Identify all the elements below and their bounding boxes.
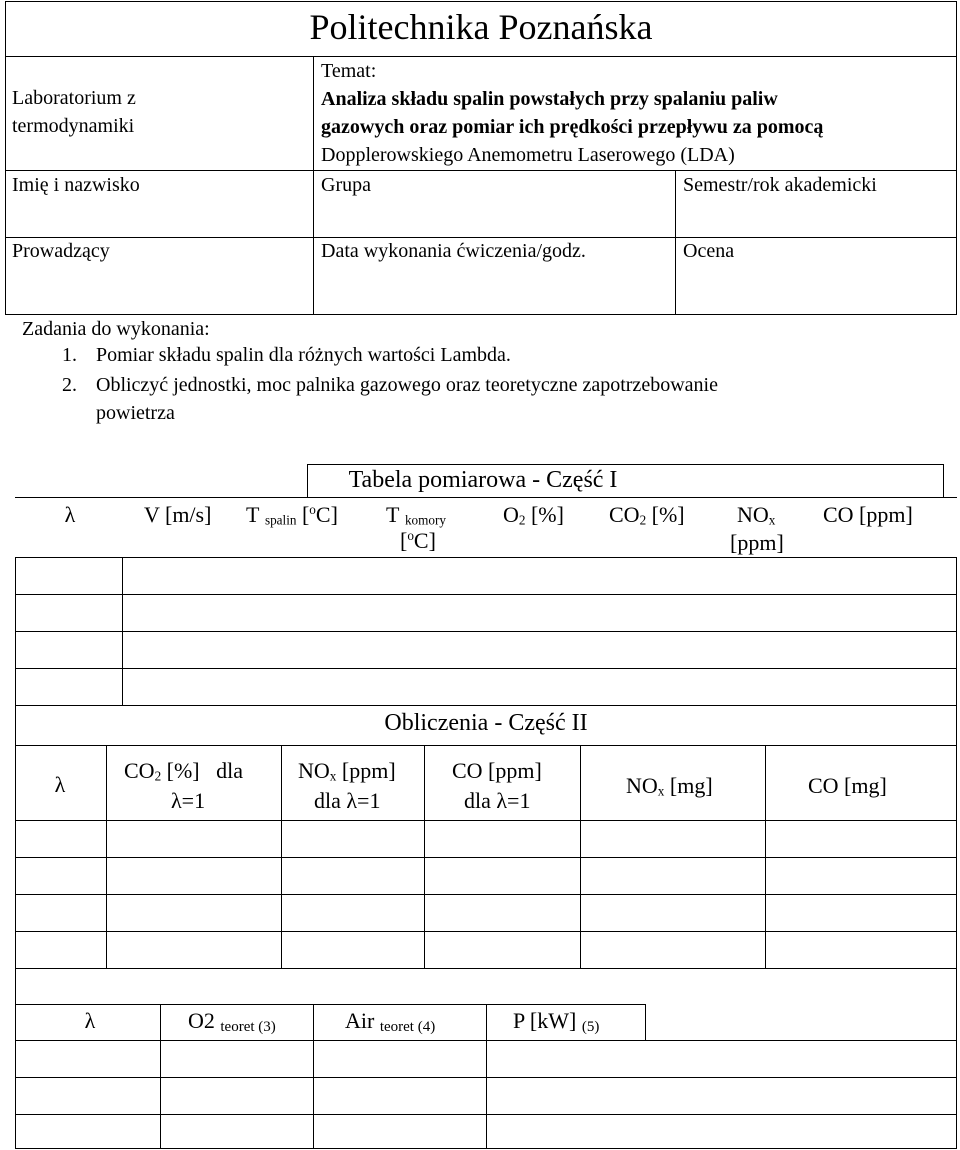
table2-header-co2-cond: λ=1 (171, 788, 206, 813)
table2-header-lambda: λ (54, 772, 66, 797)
table3-header-o2-teoret: O2 $_{teoret (3)}$ (188, 1008, 276, 1035)
table2-header-nox: $NO_x$ [ppm] (298, 758, 396, 784)
table3-header-air-teoret: Air $_{teoret (4)}$ (345, 1008, 436, 1035)
table3-header-power: P [kW] $_{(5)}$ (513, 1008, 600, 1035)
task-2-text: Obliczyć jednostki, moc palnika gazowego oraz teoretyczne zapotrzebowanie (96, 374, 718, 396)
table1-title: Tabela pomiarowa - Część I (348, 467, 618, 493)
table2-header-co: CO [ppm] (452, 758, 542, 783)
topic-line2: gazowych oraz pomiar ich prędkości przepływu za pomocą (321, 116, 824, 138)
university-title: Politechnika Poznańska (309, 7, 653, 47)
table1-header-t-spalin: T $_{spalin}$ [$^o$C] (246, 502, 338, 528)
task-1-text: Pomiar składu spalin dla różnych wartości Lambda. (96, 344, 511, 366)
tasks-heading: Zadania do wykonania: (22, 318, 210, 340)
table3-header-lambda: λ (84, 1008, 96, 1033)
table2-header-co2: $CO_2$ [%] dla (124, 758, 244, 784)
task-2-number: 2. (62, 374, 77, 396)
topic-label: Temat: (321, 60, 377, 82)
group-label: Grupa (321, 174, 371, 196)
table1-header-co: CO [ppm] (823, 502, 913, 527)
table2-title: Obliczenia - Część II (384, 710, 588, 736)
table1-header-velocity: V [m/s] (144, 502, 212, 527)
table2-header-nox-cond: dla λ=1 (314, 788, 381, 813)
semester-label: Semestr/rok akademicki (683, 174, 877, 196)
topic-line3: Dopplerowskiego Anemometru Laserowego (LDA) (321, 144, 735, 166)
table2-header-nox-mg: $NO_x$ [mg] (626, 773, 713, 799)
supervisor-label: Prowadzący (12, 240, 110, 262)
table2-header-co-cond: dla λ=1 (464, 788, 531, 813)
task-1-number: 1. (62, 344, 77, 366)
task-2-text-continued: powietrza (96, 402, 175, 424)
topic-line1: Analiza składu spalin powstałych przy spalaniu paliw (321, 88, 778, 110)
table1-header-o2: $O_2$ [%] (503, 502, 564, 528)
table1-header-nox-unit: [ppm] (730, 530, 784, 555)
name-label: Imię i nazwisko (12, 174, 140, 196)
table1-header-t-komory-unit: [$^o$C] (400, 528, 436, 553)
lab-name-line1: Laboratorium z (12, 87, 136, 109)
table1-header-co2: $CO_2$ [%] (609, 502, 685, 528)
table1-header-t-komory: T $_{komory}$ (386, 502, 446, 528)
table2-header-co-mg: CO [mg] (808, 773, 887, 798)
table1-header-nox: $NO_x$ (737, 502, 776, 528)
date-label: Data wykonania ćwiczenia/godz. (321, 240, 586, 262)
lab-name-line2: termodynamiki (12, 115, 135, 137)
table1-header-lambda: λ (64, 502, 76, 527)
grade-label: Ocena (683, 240, 735, 262)
